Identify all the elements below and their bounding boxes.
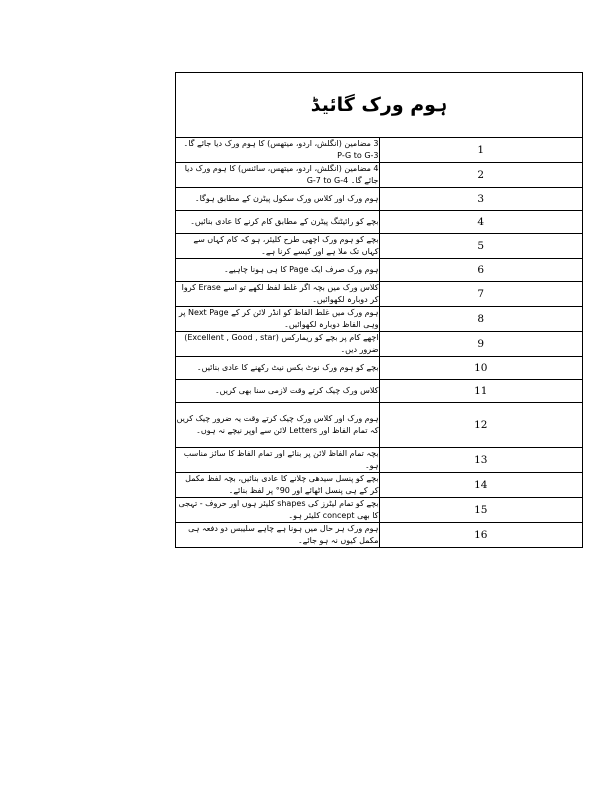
table-row [176,211,583,234]
table-row [176,163,583,188]
row-number: 5 [379,234,583,259]
row-number: 10 [379,357,583,380]
table-row [176,332,583,357]
row-text: ہوم ورک اور کلاس ورک چیک کرتے وقت یہ ضرور چیک کریں کہ تمام الفاظ اور Letters لائن سے اوپر نیچے نہ ہوں۔ [176,403,380,448]
row-number: 3 [379,188,583,211]
row-number: 9 [379,332,583,357]
row-text: ہوم ورک میں غلط الفاظ کو انڈر لائن کر کے Next Page پر وہی الفاظ دوبارہ لکھوائیں۔ [176,307,380,332]
homework-guide-table [175,72,583,548]
table-row [176,307,583,332]
table-row [176,188,583,211]
table-row [176,473,583,498]
title-row [176,73,583,138]
row-text: بچے کو تمام لیٹرز کی shapes کلیئر ہوں اور حروف - تہجی کا بھی concept کلیئر ہو۔ [176,498,380,523]
row-text: بچہ تمام الفاظ لائن پر بنائے اور تمام الفاظ کا سائز مناسب ہو۔ [176,448,380,473]
title-cell [176,73,583,138]
table-row [176,357,583,380]
row-number: 11 [379,380,583,403]
table-row [176,138,583,163]
row-number: 7 [379,282,583,307]
row-number: 8 [379,307,583,332]
table-row [176,380,583,403]
row-text: 3 مضامین (انگلش، اردو، میتھس) کا ہوم ورک دیا جائے گا۔ P-G to G-3 [176,138,380,163]
row-text: 4 مضامین (انگلش، اردو، میتھس، سائنس) کا ہوم ورک دیا جائے گا۔ G-7 to G-4 [176,163,380,188]
table-row [176,259,583,282]
row-number: 14 [379,473,583,498]
row-text: ہوم ورک صرف ایک Page کا ہی ہونا چاہیے۔ [176,259,380,282]
row-number: 13 [379,448,583,473]
row-number: 16 [379,523,583,548]
row-text: بچے کو رائیٹنگ پیٹرن کے مطابق کام کرنے کا عادی بنائیں۔ [176,211,380,234]
row-number: 1 [379,138,583,163]
page-title: ہوم ورک گائیڈ [310,94,448,116]
table-row [176,403,583,448]
table-row [176,498,583,523]
row-text: بچے کو پنسل سیدھی چلانے کا عادی بنائیں، بچہ لفظ مکمل کر کے ہی پنسل اٹھائے اور 90° پر لفظ بنائے۔ [176,473,380,498]
row-number: 2 [379,163,583,188]
row-text: کلاس ورک میں بچہ اگر غلط لفظ لکھے تو اسے Erase کروا کر دوبارہ لکھوائیں۔ [176,282,380,307]
table-row [176,234,583,259]
row-text: بچے کو ہوم ورک اچھی طرح کلیئر، ہو کہ کام کہاں سے کہاں تک ملا ہے اور کیسے کرنا ہے۔ [176,234,380,259]
row-number: 15 [379,498,583,523]
table-row [176,282,583,307]
row-text: بچے کو ہوم ورک نوٹ بکس نیٹ رکھنے کا عادی بنائیں۔ [176,357,380,380]
row-number: 6 [379,259,583,282]
row-text: ہوم ورک ہر حال میں ہونا ہے چاہے سلیبس دو دفعہ ہی مکمل کیوں نہ ہو جائے۔ [176,523,380,548]
row-number: 12 [379,403,583,448]
row-text: اچھے کام پر بچے کو ریمارکس (Excellent , Good , star) ضرور دیں۔ [176,332,380,357]
table-row [176,448,583,473]
row-text: کلاس ورک چیک کرتے وقت لازمی سنا بھی کریں۔ [176,380,380,403]
table-row [176,523,583,548]
row-text: ہوم ورک اور کلاس ورک سکول پیٹرن کے مطابق ہوگا۔ [176,188,380,211]
row-number: 4 [379,211,583,234]
